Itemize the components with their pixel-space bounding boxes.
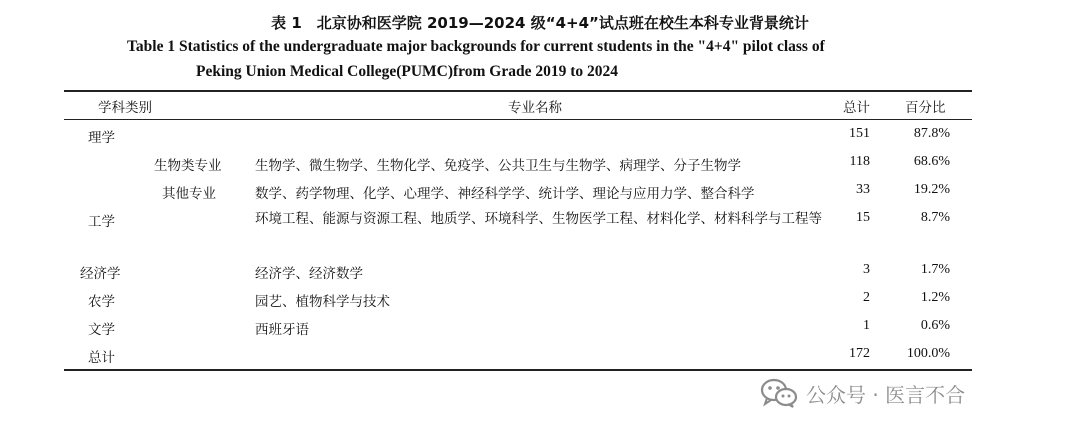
row-total: 3	[863, 262, 870, 277]
row-category: 其他专业	[162, 186, 216, 202]
row-category: 理学	[88, 130, 115, 146]
row-total: 172	[849, 346, 870, 361]
table-top-rule	[64, 90, 972, 92]
table-title-cn: 表 1 北京协和医学院 2019—2024 级“4+4”试点班在校生本科专业背景统计	[271, 14, 809, 32]
table-title-en-line2: Peking Union Medical College(PUMC)from Grade 2019 to 2024	[196, 63, 619, 80]
row-majors: 西班牙语	[255, 322, 309, 338]
row-percent: 0.6%	[920, 318, 950, 333]
table-bottom-rule	[64, 369, 972, 371]
row-percent: 68.6%	[913, 154, 950, 169]
row-majors: 生物学、微生物学、生物化学、免疫学、公共卫生与生物学、病理学、分子生物学	[255, 158, 741, 174]
row-total: 118	[849, 154, 870, 169]
row-percent: 8.7%	[920, 210, 950, 225]
row-category: 农学	[88, 294, 115, 310]
row-percent: 100.0%	[906, 346, 950, 361]
row-majors: 园艺、植物科学与技术	[255, 294, 390, 310]
row-total: 33	[856, 182, 870, 197]
row-percent: 1.7%	[920, 262, 950, 277]
row-majors: 经济学、经济数学	[255, 266, 363, 282]
row-category: 经济学	[80, 266, 121, 282]
header-category: 学科类别	[98, 100, 152, 116]
row-category: 文学	[88, 322, 115, 338]
wechat-icon	[760, 378, 798, 408]
row-total: 15	[856, 210, 870, 225]
row-category: 工学	[88, 214, 115, 230]
header-majors: 专业名称	[508, 100, 562, 116]
row-total: 1	[863, 318, 870, 333]
watermark	[760, 375, 965, 411]
row-category: 总计	[88, 350, 115, 366]
header-percent: 百分比	[905, 100, 946, 116]
row-category: 生物类专业	[154, 158, 222, 174]
table-title-en-line1: Table 1 Statistics of the undergraduate major backgrounds for current students in the "4+4" pilot class of	[127, 38, 825, 55]
row-total: 2	[863, 290, 870, 305]
table-header-rule	[64, 119, 972, 120]
watermark-text: 公众号 · 医言不合	[806, 382, 966, 407]
row-total: 151	[849, 126, 870, 141]
row-majors: 环境工程、能源与资源工程、地质学、环境科学、生物医学工程、材料化学、材料科学与工程等	[255, 211, 822, 227]
row-percent: 1.2%	[920, 290, 950, 305]
row-majors: 数学、药学物理、化学、心理学、神经科学学、统计学、理论与应用力学、整合科学	[255, 186, 755, 202]
row-percent: 87.8%	[913, 126, 950, 141]
row-percent: 19.2%	[913, 182, 950, 197]
header-total: 总计	[843, 100, 870, 116]
